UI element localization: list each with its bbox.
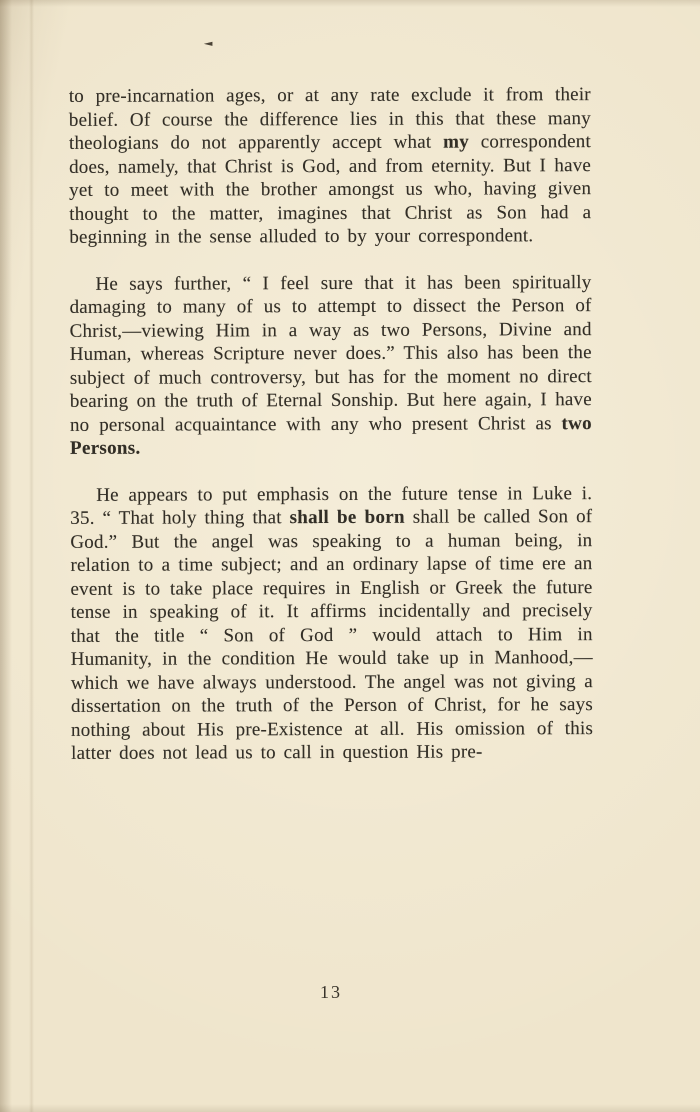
paragraph-1 — [69, 83, 592, 249]
paragraph-2-run-1: He says further, “ I feel sure that it has been spiritually damaging to many of us to attempt to dissect the Person of Christ,—viewing Him in a way as two Persons, Divine and Human, whereas Scripture never does.” This also has been the subject of much controversy, but has for the moment no direct bearing on the truth of Eternal Sonship. But here again, I have no personal acquaintance with any who present Christ as — [69, 271, 592, 436]
ink-mark-icon: ◄ — [204, 38, 213, 49]
page-text — [69, 83, 593, 788]
paragraph-1-run-1: to pre-incarnation ages, or at any rate exclude it from their belief. Of course the difference lies in this that these many theologians do not apparently accept what — [68, 84, 591, 154]
paragraph-2-bold: two Persons. — [70, 412, 592, 459]
paragraph-3 — [70, 482, 593, 766]
page-top-shadow — [0, 0, 700, 7]
paragraph-2 — [69, 271, 592, 461]
page-bottom-shadow — [0, 1104, 700, 1112]
page-number: 13 — [320, 982, 342, 1002]
paragraph-3-run-1: He appears to put emphasis on the future tense in Luke i. 35. “ That holy thing that — [70, 482, 593, 529]
paragraph-3-run-2: shall be called Son of God.” But the angel was speaking to a human being, in relation to a time subject; and an ordinary lapse of time ere an event is to take place requires in English or Greek the future tense in speaking of it. It affirms incidentally and precisely that the title “ Son of God ” would attach to Him in Humanity, in the condition He would take up in Manhood,—which we have always understood. The angel was not giving a dissertation on the truth of the Person of Christ, for he says nothing about His pre-Existence at all. His omission of this latter does not lead us to call in question His pre- — [70, 506, 594, 764]
page-edge-shadow — [0, 0, 12, 1112]
paragraph-1-bold: my — [443, 131, 470, 153]
page-crease — [29, 0, 34, 1112]
paragraph-1-run-2: correspondent does, namely, that Christ is God, and from eternity. But I have yet to meet with the brother amongst us who, having given thought to the matter, imagines that Christ as Son had a beginning in the sense alluded to by your correspondent. — [69, 131, 592, 248]
paragraph-3-bold: shall be born — [289, 506, 405, 529]
